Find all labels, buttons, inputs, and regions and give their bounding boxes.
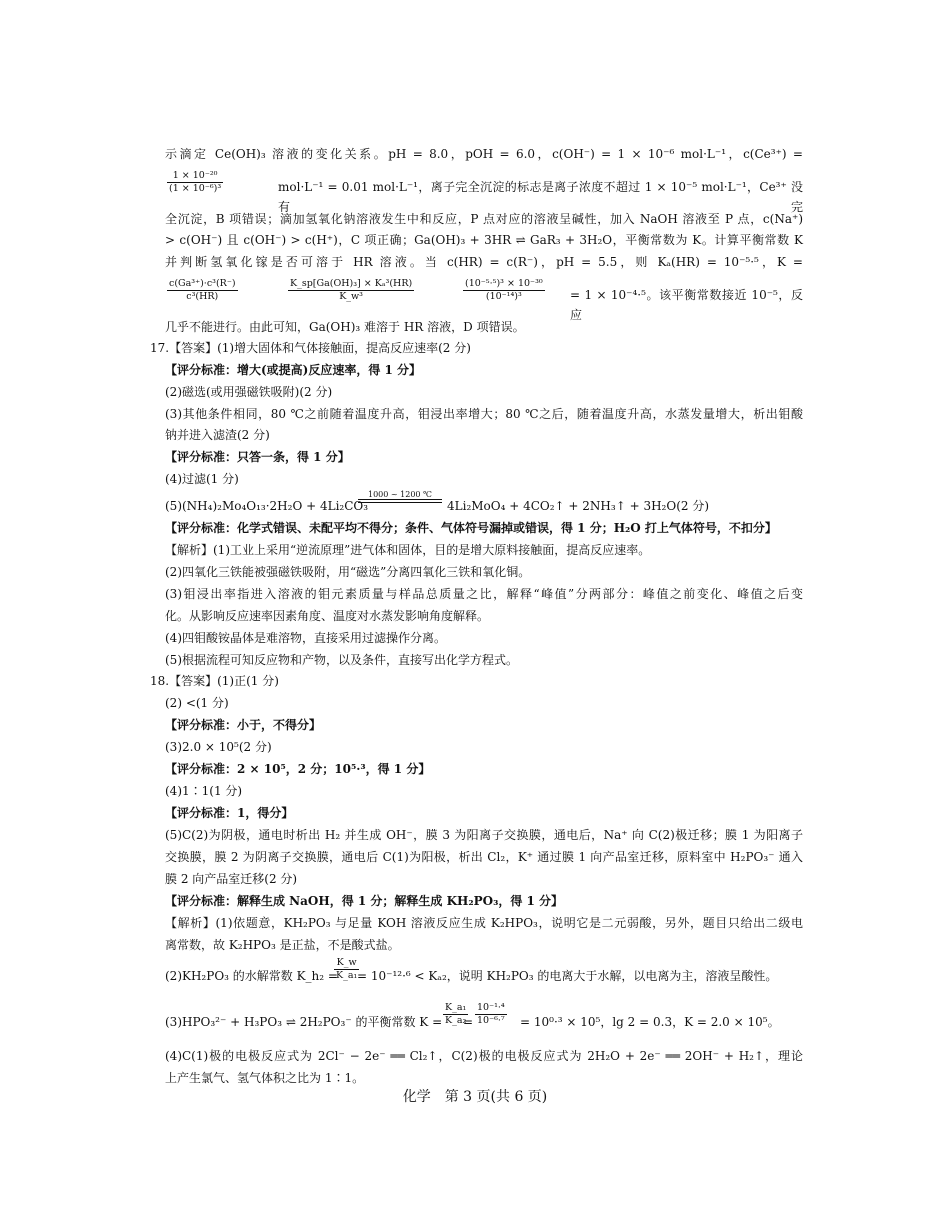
text-line: (2) <(1 分) [165,696,229,710]
text-line: 17.【答案】(1)增大固体和气体接触面，提高反应速率(2 分) [150,341,471,355]
text-line: 钠并进入滤渣(2 分) [165,428,270,442]
fraction-numerator: K_a₁ [445,1002,467,1013]
math-fraction [443,1002,468,1027]
fraction-denominator: (1 × 10⁻⁶)³ [169,183,222,194]
text-line: (5)(NH₄)₂Mo₄O₁₃·2H₂O + 4Li₂CO₃ [165,499,369,513]
math-fraction [167,170,223,195]
text-line: 上产生氯气、氢气体积之比为 1∶1。 [165,1071,365,1085]
text-line: 示滴定 Ce(OH)₃ 溶液的变化关系。pH = 8.0，pOH = 6.0，c(OH⁻) = 1 × 10⁻⁶ mol·L⁻¹，c(Ce³⁺) = [165,147,803,161]
grading-criteria-line: 【评分标准：只答一条，得 1 分】 [165,450,350,464]
text-line: (3)钼浸出率指进入溶液的钼元素质量与样品总质量之比，解释“峰值”分两部分：峰值之前变化、峰值之后变 [165,587,803,601]
text-line: 全沉淀，B 项错误；滴加氢氧化钠溶液发生中和反应，P 点对应的溶液呈碱性，加入 NaOH 溶液至 P 点，c(Na⁺) [165,212,803,226]
math-fraction [475,1002,507,1027]
grading-criteria-line: 【评分标准：解释生成 NaOH，得 1 分；解释生成 KH₂PO₃，得 1 分】 [165,894,564,908]
grading-criteria-line: 【评分标准：2 × 10⁵，2 分；10⁵·³，得 1 分】 [165,762,431,776]
text-line: (5)C(2)为阴极，通电时析出 H₂ 并生成 OH⁻，膜 3 为阳离子交换膜，通电后，Na⁺ 向 C(2)极迁移；膜 1 为阳离子 [165,828,803,842]
math-fraction [167,278,238,303]
text-line: 离常数，故 K₂HPO₃ 是正盐，不是酸式盐。 [165,938,400,952]
fraction-numerator: K_sp[Ga(OH)₃] × Kₐ³(HR) [290,278,413,289]
fraction-denominator: (10⁻¹⁴)³ [485,291,522,302]
double-line-arrow-icon [358,499,442,503]
text-line: (3)2.0 × 10⁵(2 分) [165,740,272,754]
text-line: (2)KH₂PO₃ 的水解常数 K_h₂ = [165,969,338,983]
text-line: = [463,1015,474,1029]
text-line: = 10⁰·³ × 10⁵，lg 2 = 0.3，K = 2.0 × 10⁵。 [520,1015,780,1029]
grading-criteria-line: 【评分标准：小于，不得分】 [165,718,322,732]
text-line: 【解析】(1)依题意，KH₂PO₃ 与足量 KOH 溶液反应生成 K₂HPO₃，说明它是二元弱酸，另外，题目只给出二级电 [165,916,803,930]
fraction-denominator: K_a₁ [336,970,358,981]
text-line: > c(OH⁻) 且 c(OH⁻) > c(H⁺)，C 项正确；Ga(OH)₃ + 3HR ⇌ GaR₃ + 3H₂O，平衡常数为 K。计算平衡常数 K [165,233,803,247]
grading-criteria-line: 【评分标准：1，得分】 [165,806,294,820]
text-line: (4)1∶1(1 分) [165,784,243,798]
text-line: (4)四钼酸铵晶体是难溶物，直接采用过滤操作分离。 [165,631,447,645]
text-line: 几乎不能进行。由此可知，Ga(OH)₃ 难溶于 HR 溶液，D 项错误。 [165,320,525,334]
text-line: = 10⁻¹²·⁶ < Kₐ₂，说明 KH₂PO₃ 的电离大于水解，以电离为主，溶液呈酸性。 [357,969,778,983]
text-line: (2)磁选(或用强磁铁吸附)(2 分) [165,385,333,399]
grading-criteria-line: 【评分标准：化学式错误、未配平均不得分；条件、气体符号漏掉或错误，得 1 分；H₂O 打上气体符号，不扣分】 [165,521,777,535]
math-fraction [463,278,545,303]
reaction-condition-arrow [358,490,442,503]
text-line: 18.【答案】(1)正(1 分) [150,674,279,688]
text-line: (4)过滤(1 分) [165,472,239,486]
text-line: (5)根据流程可知反应物和产物，以及条件，直接写出化学方程式。 [165,653,519,667]
text-line: = 1 × 10⁻⁴·⁵。该平衡常数接近 10⁻⁵，反应 [570,288,803,322]
fraction-denominator: K_w³ [339,291,363,302]
fraction-numerator: 10⁻¹·⁴ [477,1002,505,1013]
fraction-denominator: c³(HR) [186,291,219,302]
fraction-numerator: K_w [334,957,359,970]
reaction-condition-label: 1000 ~ 1200 ℃ [368,490,432,499]
page-footer: 化学 第 3 页(共 6 页) [402,1089,548,1105]
text-line: 交换膜，膜 2 为阴离子交换膜，通电后 C(1)为阳极，析出 Cl₂，K⁺ 通过膜 1 向产品室迁移，原料室中 H₂PO₃⁻ 通入 [165,850,803,864]
text-line: (3)HPO₃²⁻ + H₃PO₃ ⇌ 2H₂PO₃⁻ 的平衡常数 K = [165,1015,443,1029]
fraction-denominator: K_a₂ [445,1015,467,1026]
fraction-numerator: (10⁻⁵·⁵)³ × 10⁻³⁰ [465,278,543,289]
math-fraction [288,278,414,303]
text-line: 并判断氢氧化镓是否可溶于 HR 溶液。当 c(HR) = c(R⁻)，pH = 5.5，则 Kₐ(HR) = 10⁻⁵·⁵，K = [165,255,803,269]
grading-criteria-line: 【评分标准：增大(或提高)反应速率，得 1 分】 [165,363,422,377]
text-line: 4Li₂MoO₄ + 4CO₂↑ + 2NH₃↑ + 3H₂O(2 分) [447,499,710,513]
text-line: (3)其他条件相同，80 ℃之前随着温度升高，钼浸出率增大；80 ℃之后，随着温度升高，水蒸发量增大，析出钼酸 [165,407,803,421]
fraction-denominator: 10⁻⁶·⁷ [477,1015,505,1026]
fraction-numerator: 1 × 10⁻²⁰ [167,170,223,183]
fraction-numerator: c(Ga³⁺)·c³(R⁻) [169,278,236,289]
text-line: (2)四氧化三铁能被强磁铁吸附，用“磁选”分离四氧化三铁和氧化铜。 [165,565,531,579]
text-line: 【解析】(1)工业上采用“逆流原理”进气体和固体，目的是增大原料接触面，提高反应速率。 [165,543,651,557]
text-line: 化。从影响反应速率因素角度、温度对水蒸发影响角度解释。 [165,609,490,623]
text-line: (4)C(1)极的电极反应式为 2Cl⁻ − 2e⁻ ══ Cl₂↑，C(2)极的电极反应式为 2H₂O + 2e⁻ ══ 2OH⁻ + H₂↑，理论 [165,1049,803,1063]
text-line: 膜 2 向产品室迁移(2 分) [165,872,298,886]
text-line: mol·L⁻¹ = 0.01 mol·L⁻¹，离子完全沉淀的标志是离子浓度不超过 1 × 10⁻⁵ mol·L⁻¹，Ce³⁺ 没有完 [278,180,803,214]
math-fraction [334,957,359,982]
